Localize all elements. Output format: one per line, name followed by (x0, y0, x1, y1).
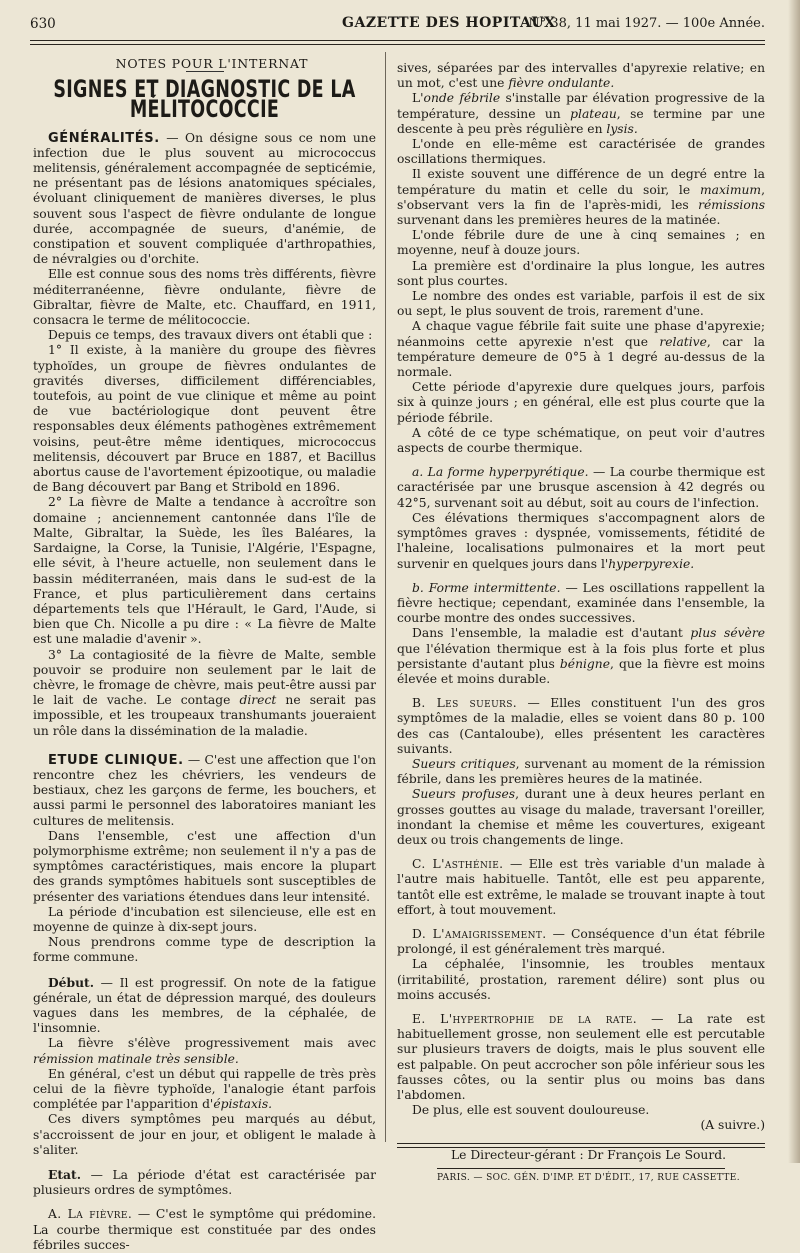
paragraph: A côté de ce type schématique, on peut voir d'autres aspects de courbe thermique. (397, 425, 765, 456)
paragraph: La période d'incubation est silencieuse, elle est en moyenne de quinze à dix-sept jours. (33, 904, 376, 934)
paragraph: 3° La contagiosité de la fièvre de Malte, semble pouvoir se produire non seulement par le lait de chèvre, le fromage de chèvre, mais peut-être aussi par le lait de vache. Le contage direct ne serait pas impossible, et les troupeaux transhumants joueraient un rôle dans la dissémination de la maladie. (33, 647, 377, 738)
paragraph: 2° La fièvre de Malte a tendance à accroître son domaine ; anciennement cantonnée dans l'île de Malte, Gibraltar, la Suède, les îles Baléares, la Sardaigne, la Corse, la Tunisie, l'Algérie, l'Espagne, elle sévit, à l'heure actuelle, non seulement dans le bassin méditerranéen, mais dans le sud-est de la France, et plus particulièrement dans certains départements tels que l'Hérault, le Gard, l'Aude, si bien que Ch. Nicolle a pu dire : « La fièvre de Malte est une maladie d'avenir ». (33, 495, 376, 647)
paragraph: L'onde en elle-même est caractérisée de grandes oscillations thermiques. (397, 137, 765, 167)
page-edge-shadow (788, 0, 800, 1163)
subheading: b. Forme intermittente. (412, 580, 561, 595)
paragraph: Il existe souvent une différence de un degré entre la température du matin et celle du soir, le maximum, s'observant vers la fin de l'après-midi, les rémissions survenant dans les premières heures de la matinée. (397, 167, 765, 228)
paragraph: Début. — Il est progressif. On note de la fatigue générale, un état de dépression marqué, des douleurs vagues dans les membres, de la céphalée, de l'insomnie. (33, 974, 376, 1036)
paragraph: Ces élévations thermiques s'accompagnent alors de symptômes graves : dyspnée, vomissements, fétidité de l'haleine, localisations pulmonaires et la mort peut survenir en quelques jours dans l'hyperpyrexie. (397, 510, 765, 571)
paragraph: Ces divers symptômes peu marqués au début, s'accroissent de jour en jour, et obligent le malade à s'aliter. (33, 1112, 376, 1157)
paragraph: La céphalée, l'insomnie, les troubles mentaux (irritabilité, prostation, rarement délire) sont plus ou moins accusés. (397, 957, 765, 1002)
paragraph: 1° Il existe, à la manière du groupe des fièvres typhoïdes, un groupe de fièvres ondulantes de gravités diverses, difficilement différenciables, toutefois, au point de vue clinique et même au point de vue bactériologique dont peuvent être responsables deux éléments pathogènes extrêmement voisins, peut-être même identiques, micrococcus melitensis, découvert par Bruce en 1887, et Bacillus abortus cause de l'avortement épizootique, ou maladie de Bang découvert par Bang et Stribold en 1896. (33, 343, 376, 495)
paragraph: En général, c'est un début qui rappelle de très près celui de la fièvre typhoïde, l'analogie étant parfois complétée par l'apparition d'épistaxis. (33, 1066, 376, 1112)
paragraph: b. Forme intermittente. — Les oscillations rappellent la fièvre hectique; cependant, examinée dans l'ensemble, la courbe montre des ondes successives. (397, 580, 765, 626)
page-number: 630 (30, 16, 56, 32)
subheading: B. Les sueurs. (412, 696, 518, 711)
header-rule-thin (30, 44, 765, 45)
subheading: D. L'amaigrissement. (412, 926, 547, 941)
subheading: A. La fièvre. (48, 1207, 133, 1222)
subheading: Etat. (48, 1167, 81, 1183)
section-kicker: NOTES POUR L'INTERNAT (115, 56, 309, 71)
paragraph: La fièvre s'élève progressivement mais avec rémission matinale très sensible. (33, 1036, 376, 1066)
paragraph: B. Les sueurs. — Elles constituent l'un des gros symptômes de la maladie, elles se voient dans 80 p. 100 des cas (Cantaloube), elles présentent les caractères suivants. (397, 696, 765, 756)
paragraph: Depuis ce temps, des travaux divers ont établi que : (48, 328, 373, 343)
left-column (33, 56, 376, 1253)
section-heading: ETUDE CLINIQUE. (48, 752, 184, 768)
imprint-rule (437, 1168, 725, 1169)
paragraph: Dans l'ensemble, la maladie est d'autant plus sévère que l'élévation thermique est à la fois plus forte et plus persistante d'autant plus bénigne, que la fièvre est moins élevée et moins durable. (397, 626, 765, 686)
paragraph: D. L'amaigrissement. — Conséquence d'un état fébrile prolongé, il est généralement très marqué. (397, 926, 766, 957)
paragraph: A chaque vague fébrile fait suite une phase d'apyrexie; néanmoins cette apyrexie n'est que relative, car la température demeure de 0°5 à 1 degré au-dessus de la normale. (397, 319, 765, 380)
paragraph: Le nombre des ondes est variable, parfois il est de six ou sept, le plus souvent de trois, rarement d'une. (397, 289, 765, 319)
section-heading: GÉNÉRALITÉS. (48, 130, 160, 146)
paragraph: Sueurs critiques, survenant au moment de la rémission fébrile, dans les premières heures de la matinée. (397, 756, 765, 787)
journal-title: GAZETTE DES HOPITAUX (342, 15, 556, 31)
page-header (30, 14, 765, 38)
paragraph: GÉNÉRALITÉS. — On désigne sous ce nom une infection due le plus souvent au micrococcus melitensis, généralement accompagnée de septicémie, ne présentant pas de lésions anatomiques spéciales, évoluant cliniquement de manières diverses, le plus souvent sous l'aspect de fièvre ondulante de longue durée, accompagnée de sueurs, d'anémie, de constipation et souvent compliquée d'arthropathies, de névralgies ou d'orchite. (33, 130, 376, 267)
printer-imprint: PARIS. — SOC. GÉN. D'IMP. ET D'ÉDIT., 17, RUE CASSETTE. (437, 1172, 740, 1183)
paragraph: L'onde fébrile s'installe par élévation progressive de la température, dessine un plateau, se termine par une descente à peu près régulière en lysis. (397, 91, 766, 136)
paragraph: Elle est connue sous des noms très différents, fièvre méditerranéenne, fièvre ondulante, fièvre de Gibraltar, fièvre de Malte, etc. Chauffard, en 1911, consacra le terme de mélitococcie. (33, 267, 376, 328)
paragraph: Sueurs profuses, durant une à deux heures perlant en grosses gouttes au visage du malade, traversant l'oreiller, inondant la chemise et même les couvertures, exigeant deux ou trois changements de linge. (397, 787, 765, 847)
paragraph: ETUDE CLINIQUE. — C'est une affection que l'on rencontre chez les chévriers, les vendeurs de bestiaux, chez les garçons de ferme, les bouchers, et aussi parmi le personnel des laboratoires maniant les cultures de melitensis. (33, 752, 376, 828)
paragraph: Cette période d'apyrexie dure quelques jours, parfois six à quinze jours ; en général, elle est plus courte que la période fébrile. (397, 380, 765, 425)
paragraph: De plus, elle est souvent douloureuse. (412, 1103, 650, 1118)
subheading: C. L'asthénie. (412, 857, 504, 872)
paragraph: Etat. — La période d'état est caractérisée par plusieurs ordres de symptômes. (33, 1167, 376, 1198)
right-column (397, 61, 765, 1186)
paragraph: a. La forme hyperpyrétique. — La courbe thermique est caractérisée par une brusque ascension à 42 degrés ou 42°5, survenant soit au début, soit au cours de l'infection. (397, 465, 765, 510)
paragraph: C. L'asthénie. — Elle est très variable d'un malade à l'autre mais habituelle. Tantôt, elle est peu apparente, tantôt elle est extrême, le malade se trouvant inapte à tout effort, à tout mouvement. (397, 857, 765, 917)
paragraph: La première est d'ordinaire la plus longue, les autres sont plus courtes. (397, 258, 765, 288)
paragraph: E. L'hypertrophie de la rate. — La rate est habituellement grosse, non seulement elle est percutable sur plusieurs travers de doigts, mais le plus souvent elle est palpable. On peut accrocher son pôle inférieur sous les fausses côtes, ou la sentir plus ou moins bas dans l'abdomen. (397, 1011, 765, 1102)
header-rule (30, 40, 765, 41)
director-line: Le Directeur-gérant : Dr François Le Sourd. (450, 1147, 727, 1162)
subheading: Début. (48, 974, 94, 990)
to-be-continued: (A suivre.) (700, 1118, 765, 1133)
paragraph: Nous prendrons comme type de description la forme commune. (33, 935, 376, 965)
subheading: a. La forme hyperpyrétique. (412, 465, 589, 480)
kicker-rule (186, 71, 224, 72)
article-title: SIGNES ET DIAGNOSTIC DE LA MÉLITOCOCCIE (53, 76, 356, 125)
column-divider (385, 52, 386, 1142)
paragraph: A. La fièvre. — C'est le symptôme qui prédomine. La courbe thermique est constituée par des ondes fébriles succes- (33, 1207, 376, 1252)
paragraph: Dans l'ensemble, c'est une affection d'un polymorphisme extrême; non seulement il n'y a pas de symptômes caractéristiques, mais encore la plupart des grands symptômes habituels sont susceptibles de présenter des variations étendues dans leur intensité. (33, 828, 376, 904)
paragraph: L'onde fébrile dure de une à cinq semaines ; en moyenne, neuf à douze jours. (397, 228, 765, 258)
issue-info: N° 38, 11 mai 1927. — 100e Année. (528, 16, 765, 31)
paragraph: sives, séparées par des intervalles d'apyrexie relative; en un mot, c'est une fièvre ondulante. (397, 61, 765, 91)
subheading: E. L'hypertrophie de la rate. (412, 1011, 638, 1026)
